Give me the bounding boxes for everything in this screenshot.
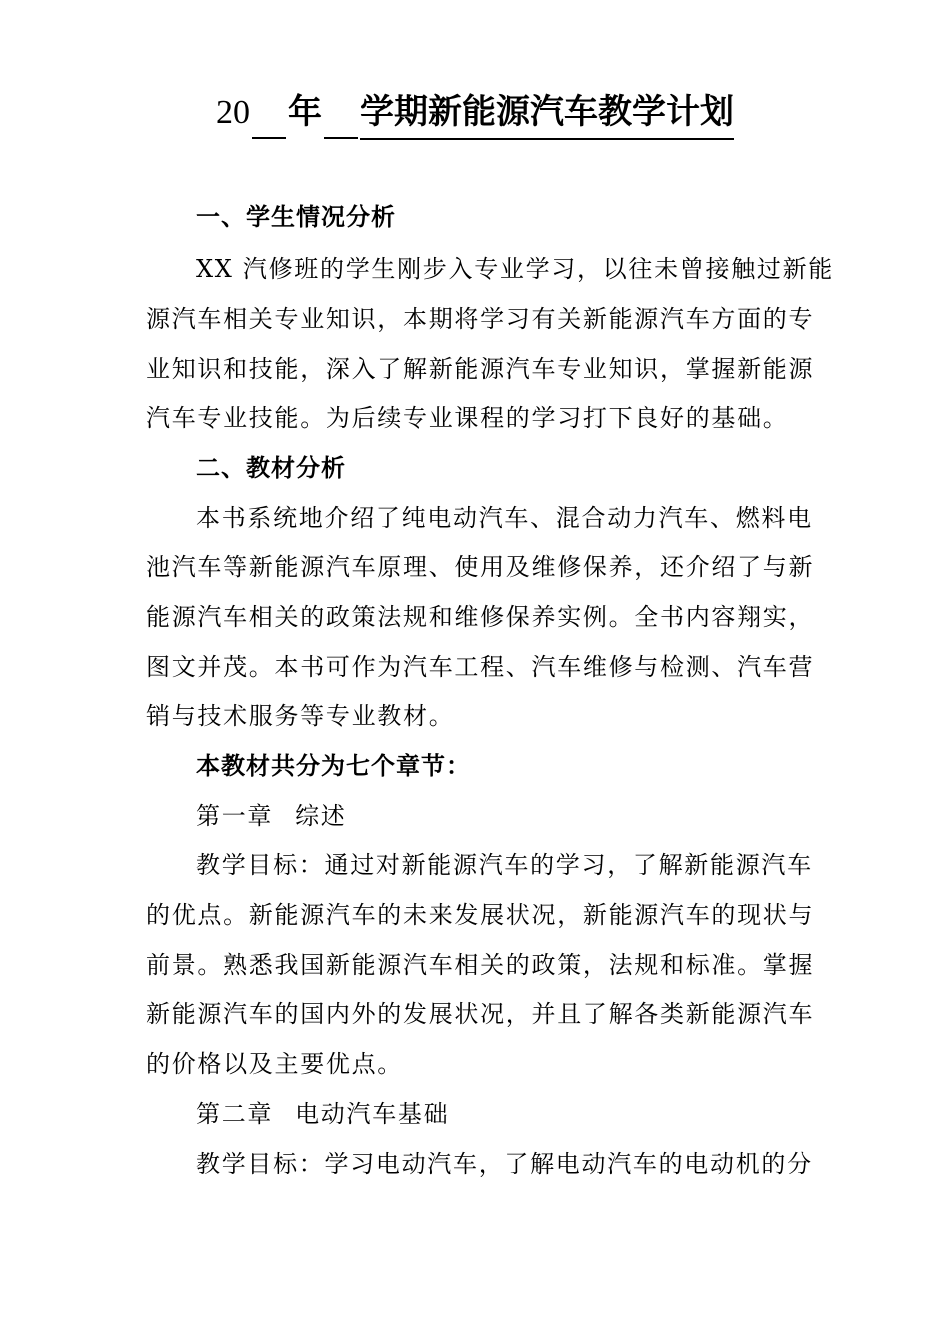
page-title [0, 86, 950, 139]
paragraph-line: 源汽车相关专业知识，本期将学习有关新能源汽车方面的专 [146, 305, 815, 333]
title-text: 学期新能源汽车教学计划 [360, 92, 734, 140]
paragraph-line: 池汽车等新能源汽车原理、使用及维修保养，还介绍了与新 [146, 553, 815, 581]
paragraph-line: 新能源汽车的国内外的发展状况，并且了解各类新能源汽车 [146, 1000, 815, 1028]
paragraph-line: 教学目标：学习电动汽车，了解电动汽车的电动机的分 [196, 1150, 813, 1178]
title-year-prefix: 20 [216, 94, 250, 131]
section-heading-textbook-analysis: 二、教材分析 [196, 454, 346, 482]
paragraph-line: 能源汽车相关的政策法规和维修保养实例。全书内容翔实， [146, 603, 815, 631]
title-blank-term [324, 109, 358, 139]
paragraph-line: 图文并茂。本书可作为汽车工程、汽车维修与检测、汽车营 [146, 653, 815, 681]
chapter-title [196, 799, 806, 833]
paragraph-line: 业知识和技能，深入了解新能源汽车专业知识，掌握新能源 [146, 355, 815, 383]
chapter-label: 第二章 [196, 1100, 274, 1128]
chapter-label: 第一章 [196, 802, 274, 830]
paragraph-line: XX 汽修班的学生刚步入专业学习，以往未曾接触过新能 [196, 255, 834, 283]
paragraph-line: 本书系统地介绍了纯电动汽车、混合动力汽车、燃料电 [196, 504, 813, 532]
chapter-name: 综述 [295, 802, 347, 830]
chapter-title [196, 1097, 806, 1131]
chapter-name: 电动汽车基础 [295, 1100, 450, 1128]
paragraph-line: 汽车专业技能。为后续专业课程的学习打下良好的基础。 [146, 404, 789, 432]
section-heading-student-analysis: 一、学生情况分析 [196, 203, 396, 231]
paragraph-line: 的优点。新能源汽车的未来发展状况，新能源汽车的现状与 [146, 901, 815, 929]
paragraph-line: 教学目标：通过对新能源汽车的学习，了解新能源汽车 [196, 851, 813, 879]
paragraph-line: 前景。熟悉我国新能源汽车相关的政策，法规和标准。掌握 [146, 951, 815, 979]
title-blank-year [252, 109, 286, 139]
chapters-heading: 本教材共分为七个章节： [196, 752, 471, 780]
paragraph-line: 的价格以及主要优点。 [146, 1050, 403, 1078]
paragraph-line: 销与技术服务等专业教材。 [146, 702, 455, 730]
title-year-suffix: 年 [288, 92, 322, 132]
